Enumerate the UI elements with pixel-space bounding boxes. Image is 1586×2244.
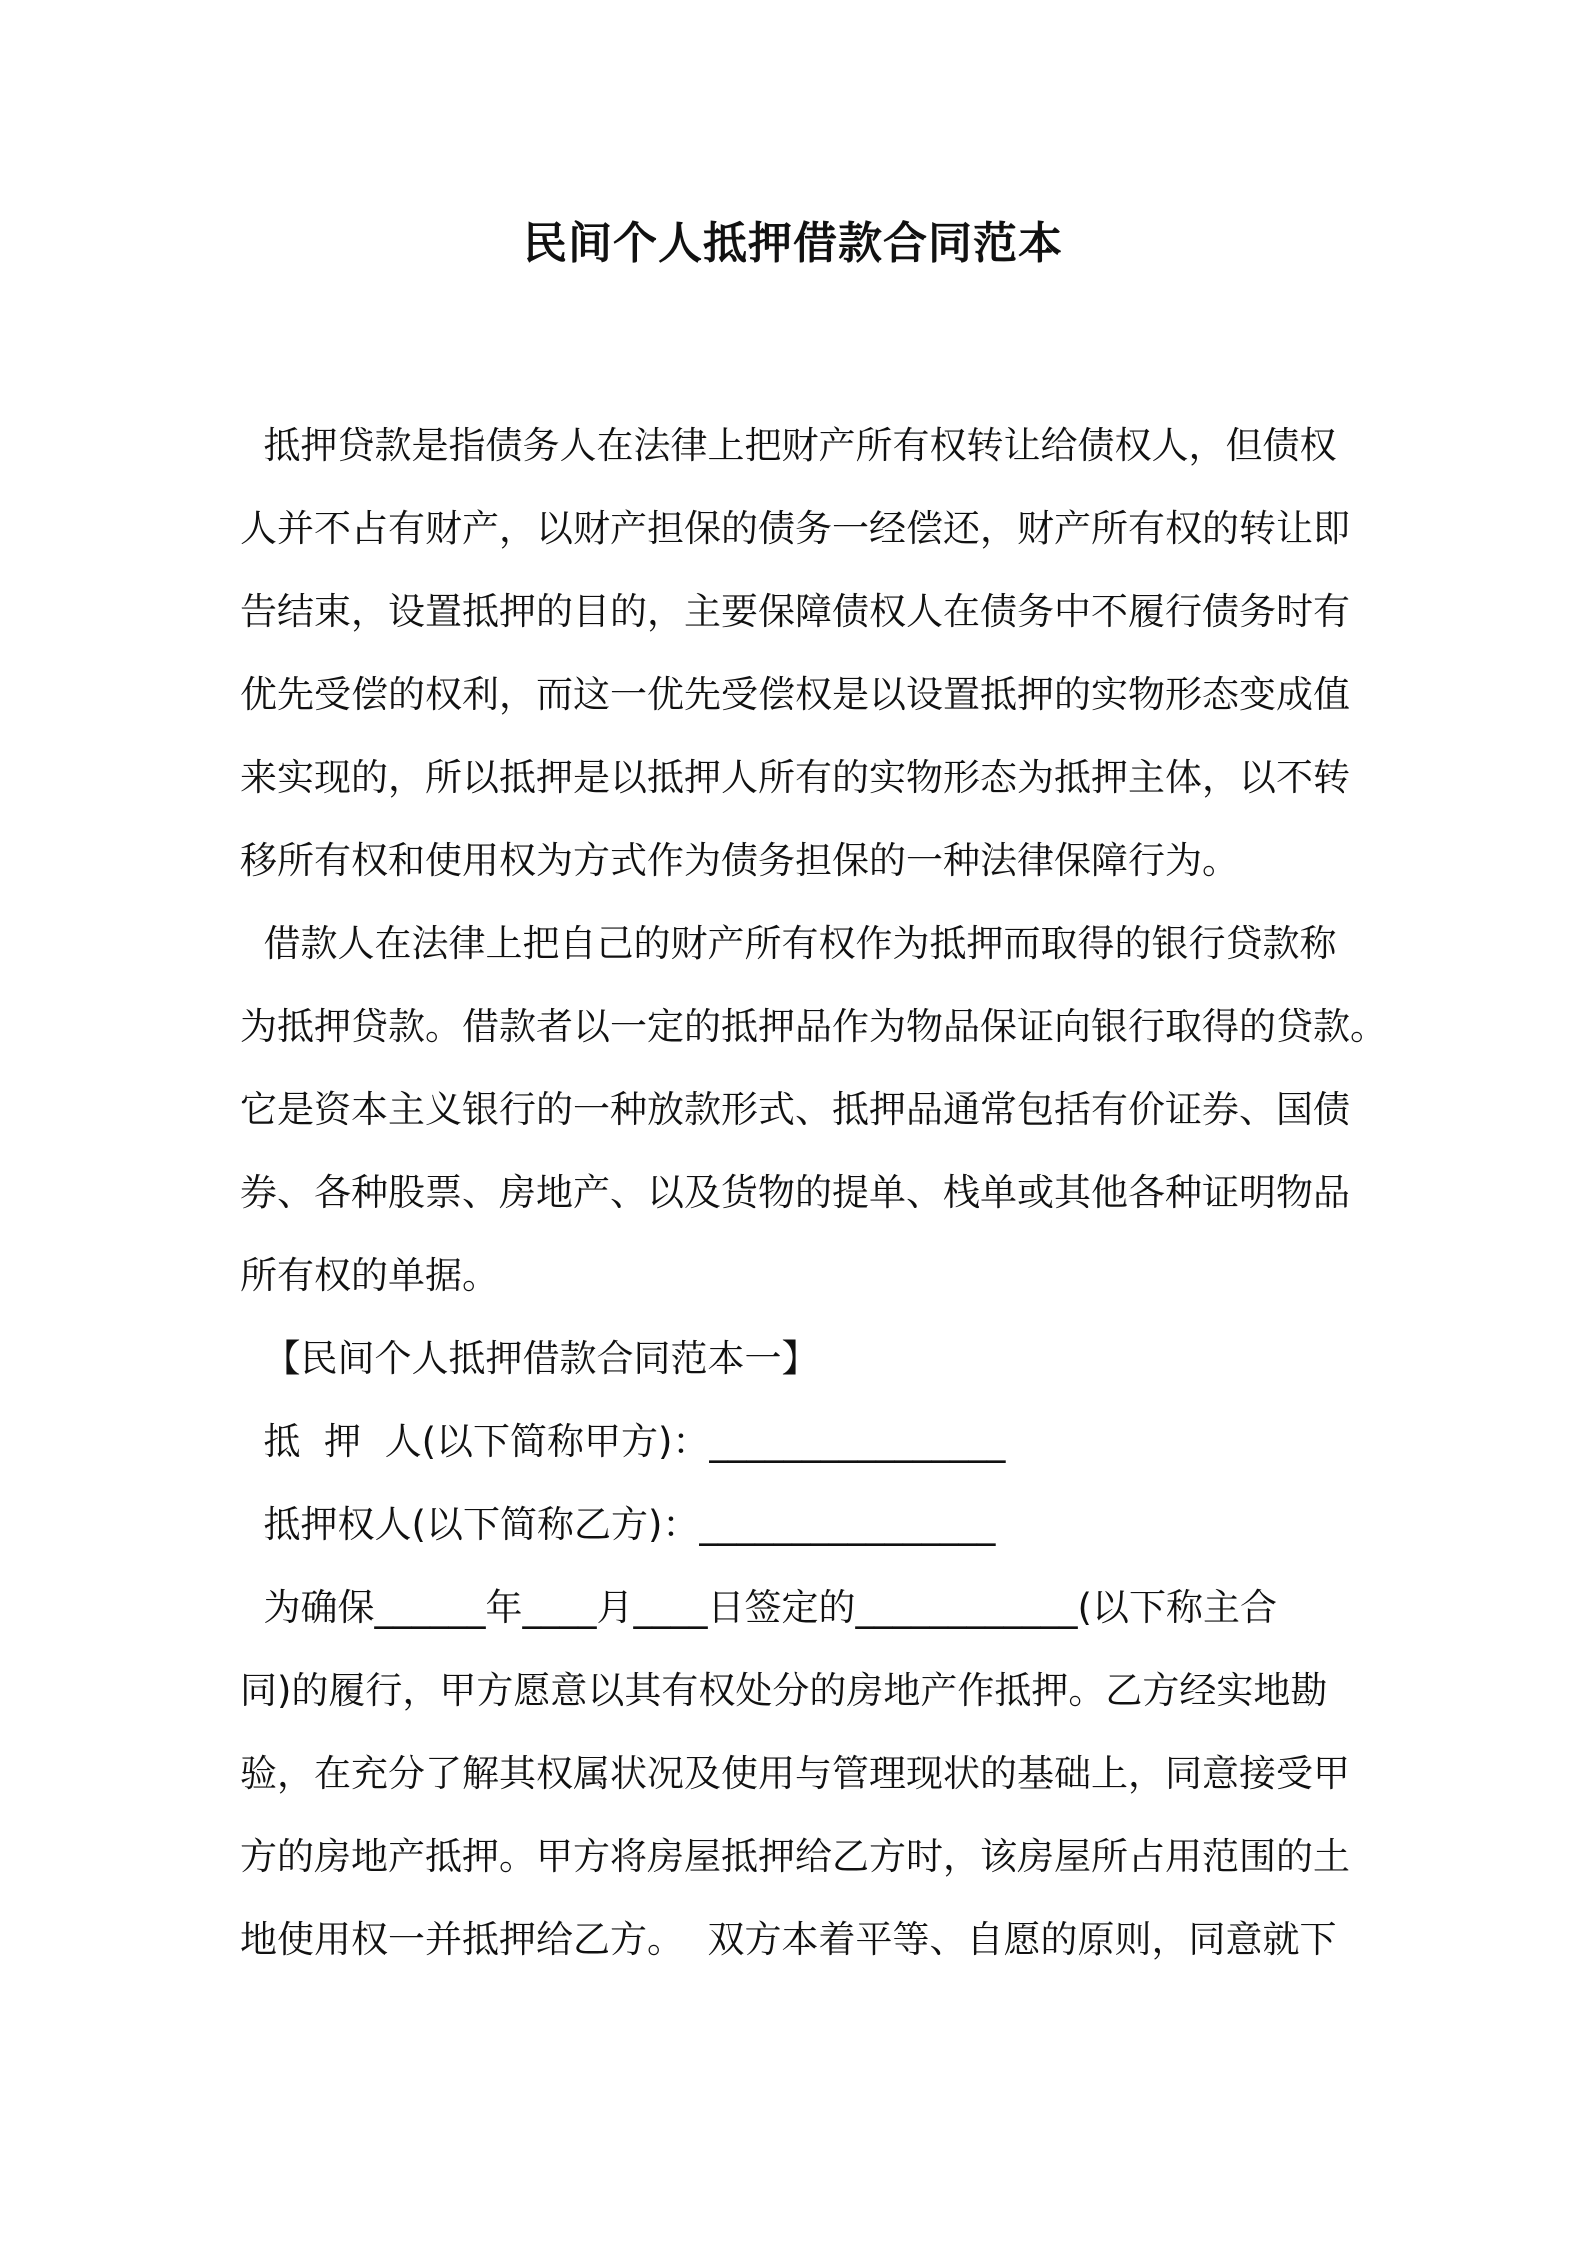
body-line-15: 为确保______年____月____日签定的____________(以下称主合 [240,1586,1277,1629]
body-line-8: 为抵押贷款。借款者以一定的抵押品作为物品保证向银行取得的贷款。 [240,1005,1387,1048]
body-line-6: 移所有权和使用权为方式作为债务担保的一种法律保障行为。 [240,839,1239,882]
body-line-7: 借款人在法律上把自己的财产所有权作为抵押而取得的银行贷款称 [240,922,1337,965]
body-line-17: 验，在充分了解其权属状况及使用与管理现状的基础上，同意接受甲 [240,1752,1350,1795]
section-heading: 【民间个人抵押借款合同范本一】 [240,1337,819,1380]
body-line-1: 抵押贷款是指债务人在法律上把财产所有权转让给债权人，但债权 [240,424,1337,467]
body-line-16: 同)的履行，甲方愿意以其有权处分的房地产作抵押。乙方经实地勘 [240,1669,1328,1712]
body-line-10: 券、各种股票、房地产、以及货物的提单、栈单或其他各种证明物品 [240,1171,1350,1214]
document-body [240,404,1387,1981]
mortgagee-line: 抵押权人(以下简称乙方)：________________ [240,1503,996,1546]
document-title: 民间个人抵押借款合同范本 [523,218,1063,269]
body-line-9: 它是资本主义银行的一种放款形式、抵押品通常包括有价证券、国债 [240,1088,1350,1131]
body-line-19: 地使用权一并抵押给乙方。 双方本着平等、自愿的原则，同意就下 [240,1918,1337,1961]
body-line-5: 来实现的，所以抵押是以抵押人所有的实物形态为抵押主体，以不转 [240,756,1350,799]
body-line-3: 告结束，设置抵押的目的，主要保障债权人在债务中不履行债务时有 [240,590,1350,633]
body-line-4: 优先受偿的权利，而这一优先受偿权是以设置抵押的实物形态变成值 [240,673,1350,716]
mortgagor-line: 抵 押 人(以下简称甲方)：________________ [240,1420,1006,1463]
body-line-11: 所有权的单据。 [240,1254,499,1297]
body-line-2: 人并不占有财产，以财产担保的债务一经偿还，财产所有权的转让即 [240,507,1350,550]
body-line-18: 方的房地产抵押。甲方将房屋抵押给乙方时，该房屋所占用范围的土 [240,1835,1350,1878]
